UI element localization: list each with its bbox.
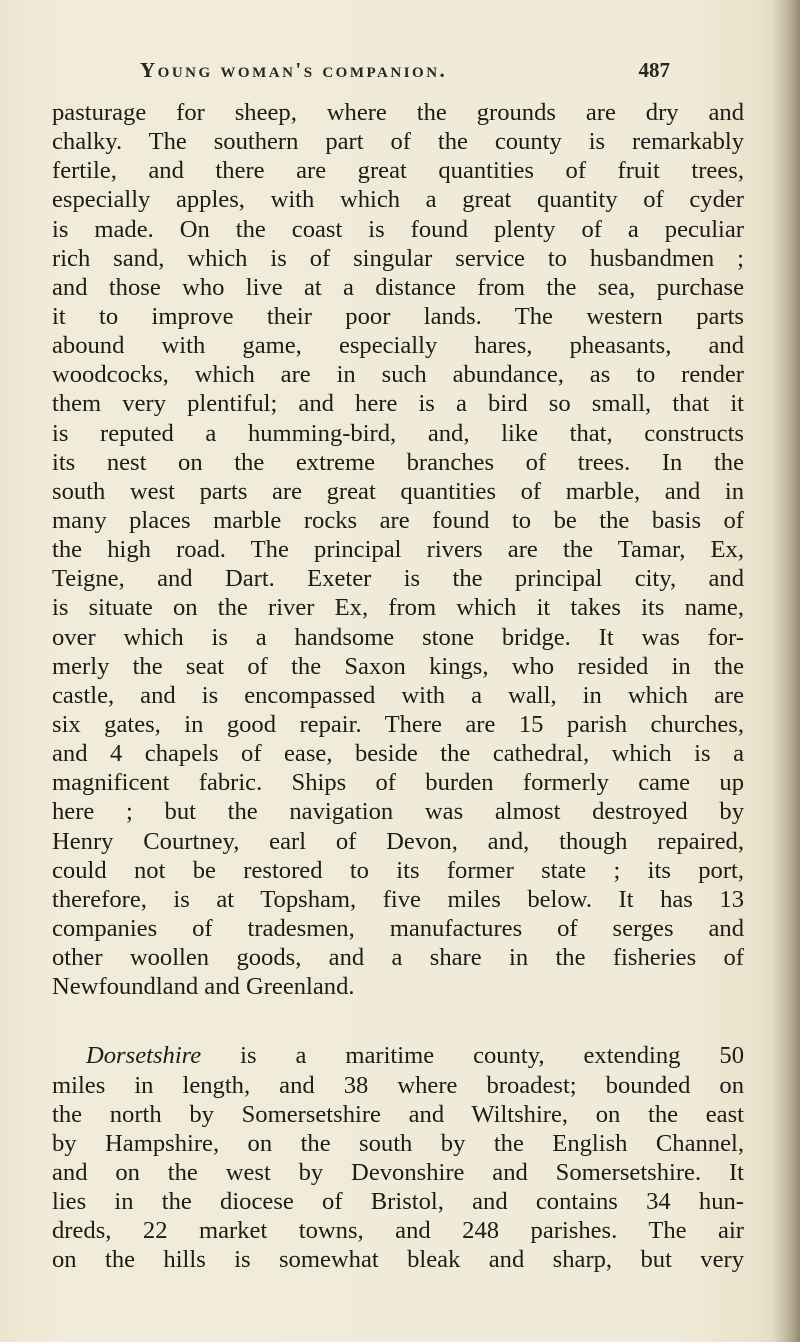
text-line: magnificent fabric. Ships of burden formerly came up [52,769,744,797]
text-line: other woollen goods, and a share in the fisheries of [52,944,744,972]
text-line: especially apples, with which a great quantity of cyder [52,186,744,214]
page-gutter-shadow [772,0,800,1342]
text-line: chalky. The southern part of the county is remarkably [52,128,744,156]
text-line: on the hills is somewhat bleak and sharp, but very [52,1246,744,1274]
text-line: lies in the diocese of Bristol, and contains 34 hun- [52,1188,744,1216]
paragraph-lead-word: Dorsetshire [86,1042,202,1070]
text-line: therefore, is at Topsham, five miles below. It has 13 [52,885,744,913]
text-line: Henry Courtney, earl of Devon, and, though repaired, [52,827,744,855]
text-line: Newfoundland and Greenland. [52,973,355,1001]
text-line: the north by Somersetshire and Wiltshire, on the east [52,1100,744,1128]
text-line: and on the west by Devonshire and Somersetshire. It [52,1158,744,1186]
text-line: dreds, 22 market towns, and 248 parishes. The air [52,1217,744,1245]
page-header [140,58,670,92]
text-line: merly the seat of the Saxon kings, who resided in the [52,652,744,680]
text-line: its nest on the extreme branches of trees. In the [52,448,744,476]
paragraph-dorsetshire [52,1041,744,1274]
text-line: rich sand, which is of singular service to husbandmen ; [52,244,744,272]
paragraph-gap [52,1001,744,1041]
text-line: here ; but the navigation was almost destroyed by [52,798,744,826]
first-line-rest: is a maritime county, extending 50 [201,1042,744,1070]
text-line: woodcocks, which are in such abundance, as to render [52,361,744,389]
text-line: miles in length, and 38 where broadest; bounded on [52,1071,744,1099]
text-line: pasturage for sheep, where the grounds are dry and [52,99,744,126]
text-line: is reputed a humming-bird, and, like that, constructs [52,419,744,447]
text-line: the high road. The principal rivers are the Tamar, Ex, [52,536,744,564]
paragraph-devonshire [52,98,744,1001]
text-line: it to improve their poor lands. The western parts [52,302,744,330]
text-line: six gates, in good repair. There are 15 parish churches, [52,710,744,738]
text-line: them very plentiful; and here is a bird so small, that it [52,390,744,418]
text-line: and 4 chapels of ease, beside the cathedral, which is a [52,740,744,768]
body-text [52,98,744,1274]
text-line: is made. On the coast is found plenty of a peculiar [52,215,744,243]
text-line [52,1041,744,1070]
text-line: Teigne, and Dart. Exeter is the principal city, and [52,565,744,593]
page-number: 487 [638,58,670,82]
text-line: many places marble rocks are found to be the basis of [52,506,744,534]
running-title: Young woman's companion. [140,58,448,82]
text-line: by Hampshire, on the south by the English Channel, [52,1129,744,1157]
text-line: over which is a handsome stone bridge. It was for- [52,623,744,651]
text-line: and those who live at a distance from the sea, purchase [52,273,744,301]
text-line: is situate on the river Ex, from which it takes its name, [52,594,744,622]
text-line: south west parts are great quantities of marble, and in [52,477,744,505]
text-line: castle, and is encompassed with a wall, in which are [52,681,744,709]
text-line: could not be restored to its former state ; its port, [52,856,744,884]
text-line: abound with game, especially hares, pheasants, and [52,332,744,360]
text-line: companies of tradesmen, manufactures of serges and [52,914,744,942]
text-line: fertile, and there are great quantities of fruit trees, [52,157,744,185]
